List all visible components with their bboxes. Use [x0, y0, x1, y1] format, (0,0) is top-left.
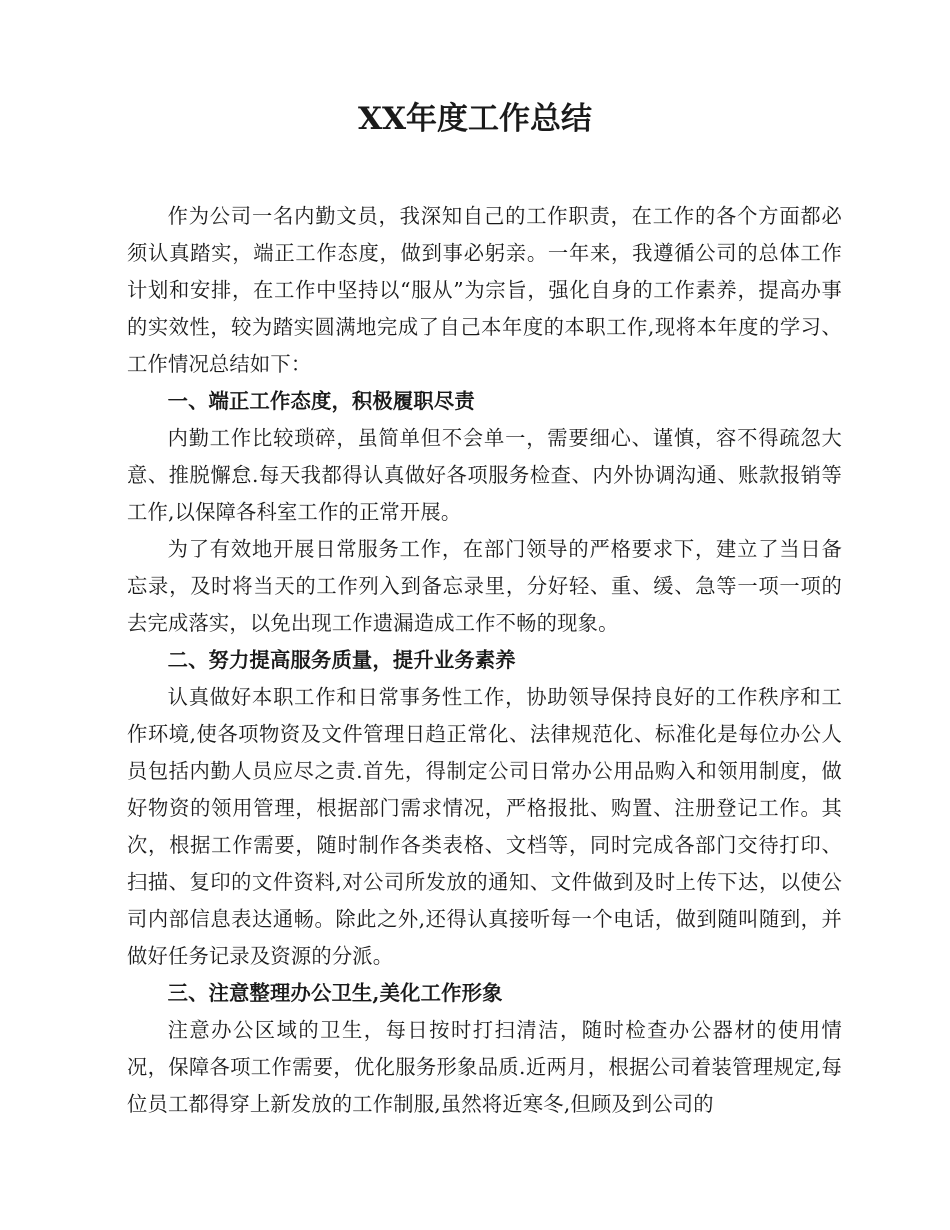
section-1-paragraph-2: 为了有效地开展日常服务工作，在部门领导的严格要求下，建立了当日备忘录，及时将当天的工作列入到备忘录里，分好轻、重、缓、急等一项一项的去完成落实，以免出现工作遗漏造成工作不畅的现象。 [127, 537, 842, 635]
document-body [127, 198, 842, 1123]
section-2-paragraph-1: 认真做好本职工作和日常事务性工作，协助领导保持良好的工作秩序和工作环境,使各项物资及文件管理日趋正常化、法律规范化、标准化是每位办公人员包括内勤人员应尽之责.首先，得制定公司日常办公用品购入和领用制度，做好物资的领用管理，根据部门需求情况，严格报批、购置、注册登记工作。其次，根据工作需要，随时制作各类表格、文档等，同时完成各部门交待打印、扫描、复印的文件资料,对公司所发放的通知、文件做到及时上传下达，以使公司内部信息表达通畅。除此之外,还得认真接听每一个电话，做到随叫随到，并做好任务记录及资源的分派。 [127, 685, 842, 968]
section-1-heading: 一、端正工作态度，积极履职尽责 [167, 389, 475, 413]
document-title: XX年度工作总结 [357, 101, 593, 137]
section-2-heading: 二、努力提高服务质量，提升业务素养 [167, 648, 516, 672]
section-1-paragraph-1: 内勤工作比较琐碎，虽简单但不会单一，需要细心、谨慎，容不得疏忽大意、推脱懈怠.每天我都得认真做好各项服务检查、内外协调沟通、账款报销等工作,以保障各科室工作的正常开展。 [127, 426, 842, 524]
intro-paragraph: 作为公司一名内勤文员，我深知自己的工作职责，在工作的各个方面都必须认真踏实，端正工作态度，做到事必躬亲。一年来，我遵循公司的总体工作计划和安排，在工作中坚持以“服从”为宗旨，强化自身的工作素养，提高办事的实效性，较为踏实圆满地完成了自己本年度的本职工作,现将本年度的学习、工作情况总结如下： [127, 204, 842, 376]
section-3-paragraph-1: 注意办公区域的卫生，每日按时打扫清洁，随时检查办公器材的使用情况，保障各项工作需要，优化服务形象品质.近两月，根据公司着装管理规定,每位员工都得穿上新发放的工作制服,虽然将近寒冬,但顾及到公司的 [127, 1018, 842, 1116]
section-3-heading: 三、注意整理办公卫生,美化工作形象 [167, 981, 503, 1005]
